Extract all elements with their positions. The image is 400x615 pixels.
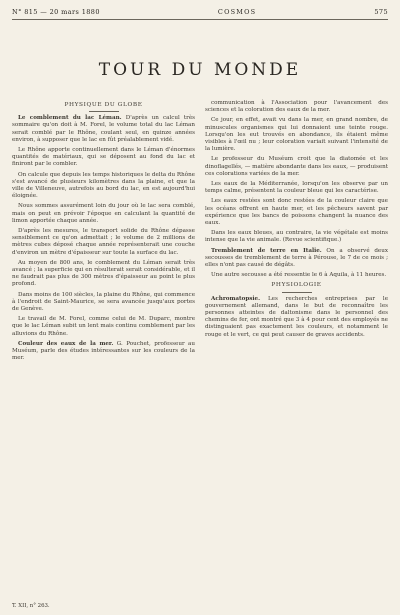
paragraph: [12, 115, 195, 144]
left-column: [12, 100, 195, 366]
paragraph: Le professeur du Muséum croit que la diatomée et les dinoflagellés, — matière abondante dans les eaux, — produisent ces colorations variées de la mer.: [205, 156, 388, 177]
paragraph: Le travail de M. Forel, comme celui de M. Duparc, montre que le lac Léman subit un lent mais continu comblement par les alluvions du Rhône.: [12, 316, 195, 337]
paragraph: Au moyen de 800 ans, le comblement du Léman serait très avancé ; la superficie qui en résulterait serait considérable, et il ne faudrait pas plus de 300 mètres d'épaisseur au point le plus profond.: [12, 259, 195, 288]
section-heading-text: PHYSIOLOGIE: [271, 282, 322, 289]
issue-date: N° 815 — 20 mars 1880: [12, 8, 100, 16]
paragraph: Les eaux restées sont donc restées de la couleur claire que les océans offrent en haute mer, et les pêcheurs savent par expérience que les bancs de poissons changent la nuance des eaux.: [205, 198, 388, 227]
footer-signature: T. XII, n° 263.: [12, 603, 50, 609]
paragraph: On calcule que depuis les temps historiques le delta du Rhône s'est avancé de plusieurs kilomètres dans la plaine, et que la ville de Villeneuve, autrefois au bord du lac, en est aujourd'hui éloignée.: [12, 171, 195, 200]
paragraph-text: On a observé deux secousses de tremblement de terre à Pérouse, le 7 de ce mois ; elles n'ont pas causé de dégâts.: [205, 247, 389, 269]
section-heading-text: PHYSIQUE DU GLOBE: [64, 102, 143, 108]
paragraph: Nous sommes assurément loin du jour où le lac sera comblé, mais on peut en prévoir l'époque en calculant la quantité de limon apportée chaque année.: [12, 203, 195, 224]
paragraph: Le Rhône apporte continuellement dans le Léman d'énormes quantités de matériaux, qui se déposent au fond du lac et finiront par le combler.: [12, 147, 195, 168]
paragraph: Dans moins de 100 siècles, la plaine du Rhône, qui commence à l'endroit de Saint-Maurice, se sera avancée jusqu'aux portes de Genève.: [12, 291, 195, 313]
section-rule: [282, 292, 312, 293]
paragraph-heading: Achromatopsie.: [211, 295, 261, 302]
paragraph: Les eaux de la Méditerranée, lorsqu'on les observe par un temps calme, présentent la couleur bleue qui les caractérise.: [205, 181, 388, 195]
paragraph-heading: Couleur des eaux de la mer.: [18, 340, 114, 347]
paragraph: communication à l'Association pour l'avancement des sciences et la coloration des eaux de la mer.: [205, 100, 388, 114]
section-heading-physiologie: [205, 282, 388, 292]
paragraph: D'après les mesures, le transport solide du Rhône dépasse sensiblement ce qu'on admettait ; le volume de 2 millions de mètres cubes déposé chaque année représenterait une couche d'environ un mètre d'épaisseur sur toute la surface du lac.: [12, 228, 195, 256]
paragraph: Ce jour, en effet, avait vu dans la mer, en grand nombre, de minuscules organismes qui lui donnaient une teinte rouge. Lorsqu'on les eut trouvés en abondance, ils étaient même visibles à l'œil nu ; leur coloration variait suivant l'intensité de la lumière.: [205, 117, 388, 153]
right-column: [205, 100, 388, 366]
paragraph: [12, 341, 195, 363]
section-heading-physique: [12, 102, 195, 112]
text-columns: [12, 100, 388, 366]
paragraph: [205, 296, 388, 339]
paragraph-text: Les recherches entreprises par le gouvernement allemand, dans le but de reconnaître les personnes atteintes de daltonisme dans le personnel des chemins de fer, ont montré que 3 à 4 pour cent des employés ne distinguaient pas exactement les couleurs, et notamment le rouge et le vert, ce qui peut causer de graves accidents.: [205, 295, 388, 338]
section-rule: [89, 111, 119, 112]
paragraph: Une autre secousse a été ressentie le 6 à Aquila, à 11 heures.: [211, 272, 387, 279]
paragraph: [205, 248, 388, 270]
page-title: TOUR DU MONDE: [98, 60, 302, 80]
paragraph-text: G. Pouchet, professeur au Muséum, parle des études intéressantes sur les couleurs de la mer.: [12, 340, 195, 362]
running-header: [12, 8, 388, 20]
paragraph-text: D'après un calcul très sommaire qu'on doit à M. Forel, le volume total du lac Léman serait comblé par le Rhône, coulant seul, en quinze années environ, à supposer que le lac en fût préalablement vidé.: [12, 115, 195, 143]
paragraph-heading: Tremblement de terre en Italie.: [211, 247, 322, 254]
page-number: 575: [374, 8, 388, 16]
journal-name: COSMOS: [217, 8, 257, 16]
paragraph: Dans les eaux bleues, au contraire, la vie végétale est moins intense que la vie animale. (Revue scientifique.): [205, 230, 388, 244]
paragraph-heading: Le comblement du lac Léman.: [18, 115, 122, 122]
